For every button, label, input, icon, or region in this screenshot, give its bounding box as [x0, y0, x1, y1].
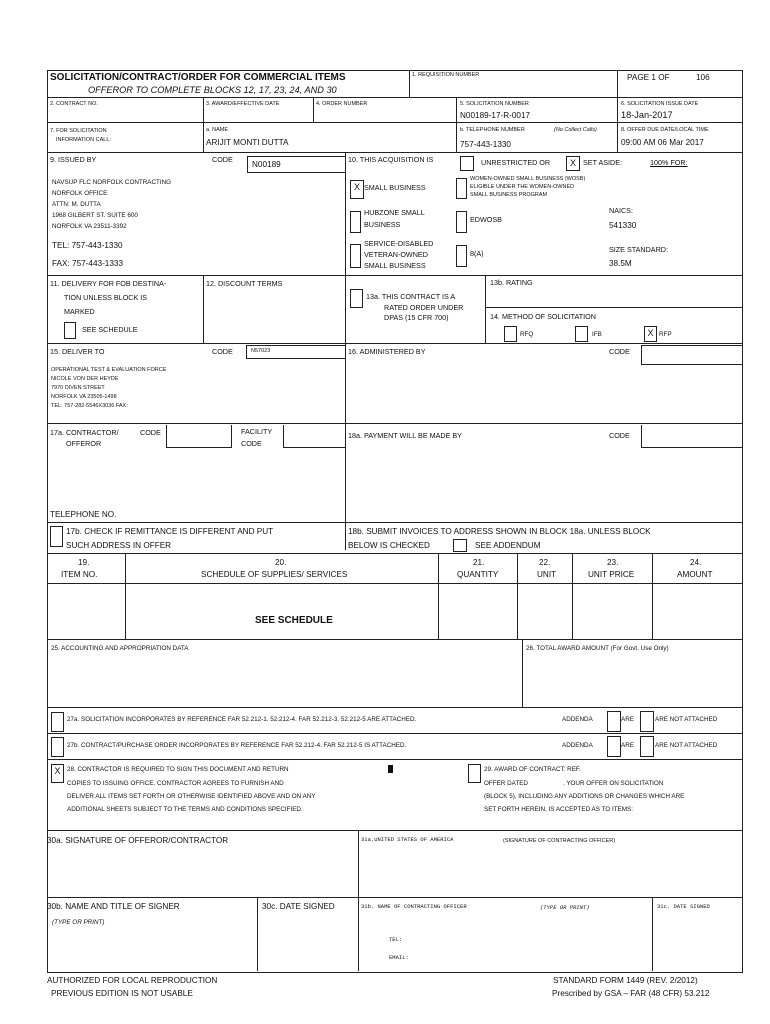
27b-checkbox[interactable] — [51, 737, 64, 757]
small-business-label: SMALL BUSINESS — [364, 183, 426, 192]
31a-label: 31a.UNITED STATES OF AMERICA — [361, 836, 454, 843]
edwosb-checkbox[interactable] — [456, 211, 467, 233]
name-label: a. NAME — [206, 127, 229, 133]
block13a-label: 13a. THIS CONTRACT IS A — [366, 292, 456, 301]
col-num: 22. — [539, 558, 551, 567]
28-text: DELIVER ALL ITEMS SET FORTH OR OTHERWISE IDENTIFIED ABOVE AND ON ANY — [67, 793, 316, 800]
29-text: 29. AWARD OF CONTRACT: REF. — [484, 766, 581, 773]
admin-code-box — [641, 345, 742, 365]
block17b-label: SUCH ADDRESS IN OFFER — [66, 541, 172, 550]
deliver-line: NICOLE VON DER HEYDE — [51, 376, 119, 382]
contact-phone: 757-443-1330 — [460, 140, 511, 149]
31b-note: (TYPE OR PRINT) — [540, 904, 590, 911]
see-schedule-text: SEE SCHEDULE — [255, 615, 333, 626]
footer-left2: PREVIOUS EDITION IS NOT USABLE — [51, 989, 193, 998]
8a-label: 8(A) — [470, 249, 484, 258]
acquisition-label: 10. THIS ACQUISITION IS — [348, 155, 434, 164]
hubzone-label: BUSINESS — [364, 220, 401, 229]
ifb-label: IFB — [592, 331, 602, 338]
27a-addenda: ADDENDA — [562, 716, 593, 723]
row7-label1: 7. FOR SOLICITATION — [50, 128, 107, 134]
email-label: EMAIL: — [389, 954, 409, 961]
administered-by-label: 16. ADMINISTERED BY — [348, 347, 426, 356]
hubzone-checkbox[interactable] — [350, 211, 361, 233]
29-text: OFFER DATED . YOUR OFFER ON SOLICITATION — [484, 780, 664, 787]
27b-are-not: ARE NOT ATTACHED — [655, 742, 718, 749]
col-header-unit: UNIT — [537, 570, 557, 579]
wosb-line: ELIGIBLE UNDER THE WOMEN-OWNED — [470, 184, 575, 190]
telephone-label: TELEPHONE NO. — [50, 510, 117, 519]
30a-label: 30a. SIGNATURE OF OFFEROR/CONTRACTOR — [47, 836, 229, 845]
unrestricted-label: UNRESTRICTED OR — [481, 158, 551, 167]
31c-label: 31c. DATE SIGNED — [657, 903, 710, 910]
rfq-label: RFQ — [520, 331, 534, 338]
form-subtitle: OFFEROR TO COMPLETE BLOCKS 12, 17, 23, 24, AND 30 — [88, 85, 337, 95]
col-header-quantity: QUANTITY — [457, 570, 499, 579]
solicitation-number: N00189-17-R-0017 — [460, 111, 531, 120]
block13a-label: RATED ORDER UNDER — [384, 303, 464, 312]
footer-left1: AUTHORIZED FOR LOCAL REPRODUCTION — [47, 976, 218, 985]
col-num: 19. — [78, 558, 90, 567]
issued-code-label: CODE — [212, 155, 233, 164]
see-schedule-checkbox[interactable] — [64, 322, 76, 339]
deliver-line: NORFOLK VA 23505-1498 — [51, 394, 117, 400]
rated-order-checkbox[interactable] — [350, 289, 363, 308]
facility-code-box — [283, 425, 345, 448]
31b-label: 31b. NAME OF CONTRACTING OFFICER — [361, 903, 467, 910]
marker-square — [388, 765, 393, 773]
payment-code-label: CODE — [609, 431, 630, 440]
contact-name: ARIJIT MONTI DUTTA — [206, 138, 289, 147]
deliver-to-label: 15. DELIVER TO — [50, 347, 105, 356]
sdvosb-label: VETERAN-OWNED — [364, 250, 428, 259]
col-header-item: ITEM NO. — [61, 570, 98, 579]
small-business-checkbox[interactable]: X — [350, 180, 364, 199]
col-header-unit-price: UNIT PRICE — [588, 570, 635, 579]
block11-label: 11. DELIVERY FOR FOB DESTINA- — [50, 279, 167, 288]
col-header-schedule: SCHEDULE OF SUPPLIES/ SERVICES — [201, 570, 348, 579]
remittance-checkbox[interactable] — [50, 526, 63, 547]
rfp-label: RFP — [659, 331, 672, 338]
sdvosb-checkbox[interactable] — [350, 244, 361, 268]
set-aside-pct: 100% FOR: — [650, 158, 688, 167]
27b-are-not-checkbox[interactable] — [640, 736, 654, 757]
issued-line: NAVSUP FLC NORFOLK CONTRACTING — [52, 179, 172, 186]
issued-line: NORFOLK VA 23511-3392 — [52, 223, 127, 230]
block18b-label: 18b. SUBMIT INVOICES TO ADDRESS SHOWN IN BLOCK 18a. UNLESS BLOCK — [348, 527, 651, 536]
deliver-line: 7970 DIVEN STREET — [51, 385, 105, 391]
29-text: (BLOCK 5), INCLUDING ANY ADDITIONS OR CHANGES WHICH ARE — [484, 793, 685, 800]
issued-tel: TEL: 757-443-1330 — [52, 241, 123, 250]
payment-code-box — [641, 425, 742, 448]
block11-label: MARKED — [64, 307, 95, 316]
31a-note: (SIGNATURE OF CONTRACTING OFFICER) — [503, 838, 616, 844]
27b-addenda: ADDENDA — [562, 742, 593, 749]
edwosb-label: EDWOSB — [470, 215, 502, 224]
award-date-label: 3. AWARD/EFFECTIVE DATE — [206, 101, 280, 107]
27a-checkbox[interactable] — [51, 712, 64, 732]
issued-fax: FAX: 757-443-1333 — [52, 259, 124, 268]
28-text: 28. CONTRACTOR IS REQUIRED TO SIGN THIS DOCUMENT AND RETURN — [67, 766, 289, 773]
27a-are-not-checkbox[interactable] — [640, 711, 654, 732]
discount-terms-label: 12. DISCOUNT TERMS — [206, 279, 283, 288]
deliver-code: N57023 — [251, 348, 271, 354]
rating-label: 13b. RATING — [490, 278, 533, 287]
block18b-label: BELOW IS CHECKED — [348, 541, 430, 550]
accounting-label: 25. ACCOUNTING AND APPROPRIATION DATA — [51, 645, 189, 652]
contractor-label2: OFFEROR — [66, 439, 102, 448]
block13a-label: DPAS (15 CFR 700) — [384, 313, 449, 322]
sdvosb-label: SERVICE-DISABLED — [364, 239, 434, 248]
method-label: 14. METHOD OF SOLICITATION — [490, 312, 596, 321]
28-text: COPIES TO ISSUING OFFICE. CONTRACTOR AGREES TO FURNISH AND — [67, 780, 284, 787]
28-checkbox[interactable]: X — [51, 764, 64, 783]
block17b-label: 17b. CHECK IF REMITTANCE IS DIFFERENT AND PUT — [66, 527, 274, 536]
naics-value: 541330 — [609, 221, 637, 230]
deliver-line: TEL: 757-282-5546X3036 FAX: — [51, 403, 128, 409]
col-num: 24. — [690, 558, 702, 567]
27b-are-checkbox[interactable] — [607, 736, 621, 757]
27b-label: 27b. CONTRACT/PURCHASE ORDER INCORPORATES BY REFERENCE FAR 52.212-4. FAR 52.212-5 IS ATTACHED. — [67, 742, 407, 749]
form-title: SOLICITATION/CONTRACT/ORDER FOR COMMERCIAL ITEMS — [50, 72, 346, 83]
wosb-line: SMALL BUSINESS PROGRAM — [470, 192, 548, 198]
deliver-code-label: CODE — [212, 347, 233, 356]
size-standard-label: SIZE STANDARD: — [609, 245, 668, 254]
contractor-code-box — [166, 425, 232, 448]
order-number-label: 4. ORDER NUMBER — [316, 101, 368, 107]
size-standard-value: 38.5M — [609, 259, 632, 268]
29-text: SET FORTH HEREIN, IS ACCEPTED AS TO ITEMS: — [484, 806, 633, 813]
27b-are: ARE — [621, 742, 634, 749]
payment-label: 18a. PAYMENT WILL BE MADE BY — [348, 431, 462, 440]
col-num: 21. — [473, 558, 485, 567]
contract-no-label: 2. CONTRACT NO. — [50, 101, 98, 107]
8a-checkbox[interactable] — [456, 245, 467, 267]
admin-code-label: CODE — [609, 347, 630, 356]
see-addendum-label: SEE ADDENDUM — [475, 541, 541, 550]
issued-line: NORFOLK OFFICE — [52, 190, 108, 197]
28-text: ADDITIONAL SHEETS SUBJECT TO THE TERMS AND CONDITIONS SPECIFIED. — [67, 806, 303, 813]
col-header-amount: AMOUNT — [677, 570, 713, 579]
see-addendum-checkbox[interactable] — [453, 539, 467, 552]
27a-are-not: ARE NOT ATTACHED — [655, 716, 718, 723]
rfp-checkbox[interactable]: X — [644, 326, 657, 342]
hubzone-label: HUBZONE SMALL — [364, 208, 425, 217]
col-num: 20. — [275, 558, 287, 567]
issued-line: 1968 GILBERT ST. SUITE 600 — [52, 212, 138, 219]
facility-label: FACILITY — [241, 427, 273, 436]
col-num: 23. — [607, 558, 619, 567]
facility-code-label: CODE — [241, 439, 262, 448]
see-schedule-label: SEE SCHEDULE — [82, 325, 138, 334]
total-award-label: 26. TOTAL AWARD AMOUNT (For Govt. Use Only) — [526, 645, 669, 652]
issued-code: N00189 — [252, 160, 281, 169]
30b-label: 30b. NAME AND TITLE OF SIGNER — [47, 902, 180, 911]
requisition-label: 1. REQUISITION NUMBER — [412, 72, 480, 78]
set-aside-checkbox[interactable]: X — [566, 156, 580, 171]
solicitation-date-label: 6. SOLICITATION ISSUE DATE — [621, 101, 699, 107]
27a-are: ARE — [621, 716, 634, 723]
footer-right2: Prescribed by GSA – FAR (48 CFR) 53.212 — [552, 989, 710, 998]
sdvosb-label: SMALL BUSINESS — [364, 261, 426, 270]
30b-note: (TYPE OR PRINT) — [52, 919, 105, 926]
tel-label: TEL: — [389, 936, 403, 943]
due-label: 8. OFFER DUE DATE/LOCAL TIME — [621, 127, 709, 133]
offer-due: 09:00 AM 06 Mar 2017 — [621, 138, 704, 147]
27a-are-checkbox[interactable] — [607, 711, 621, 732]
wosb-line: WOMEN-OWNED SMALL BUSINESS (WOSB) — [470, 176, 586, 182]
naics-label: NAICS: — [609, 206, 633, 215]
contractor-code-label: CODE — [140, 428, 161, 437]
solicitation-date: 18-Jan-2017 — [621, 110, 673, 120]
page-total: 106 — [696, 73, 710, 82]
solicitation-number-label: 5. SOLICITATION NUMBER — [460, 101, 529, 107]
issued-by-label: 9. ISSUED BY — [50, 155, 97, 164]
deliver-line: OPERATIONAL TEST & EVALUATION FORCE — [51, 367, 167, 373]
wosb-checkbox[interactable] — [456, 178, 467, 199]
block11-label: TION UNLESS BLOCK IS — [64, 293, 148, 302]
phone-label: b. TELEPHONE NUMBER — [460, 127, 525, 133]
unrestricted-checkbox[interactable] — [460, 156, 474, 171]
ifb-checkbox[interactable] — [575, 326, 588, 342]
contractor-label: 17a. CONTRACTOR/ — [50, 428, 119, 437]
row7-label2: INFORMATION CALL: — [56, 137, 111, 143]
page-label: PAGE 1 OF — [627, 73, 670, 82]
set-aside-label: SET ASIDE: — [583, 158, 623, 167]
issued-line: ATTN: M. DUTTA — [52, 201, 101, 208]
rfq-checkbox[interactable] — [504, 326, 517, 342]
phone-note: (No Collect Calls) — [554, 127, 597, 133]
30c-label: 30c. DATE SIGNED — [262, 902, 335, 911]
27a-label: 27a. SOLICITATION INCORPORATES BY REFERENCE FAR 52.212-1. 52.212-4. FAR 52.212-3. 52.212-5 ARE ATTACHED. — [67, 716, 417, 723]
footer-right1: STANDARD FORM 1449 (REV. 2/2012) — [553, 976, 698, 985]
29-checkbox[interactable] — [468, 764, 481, 783]
